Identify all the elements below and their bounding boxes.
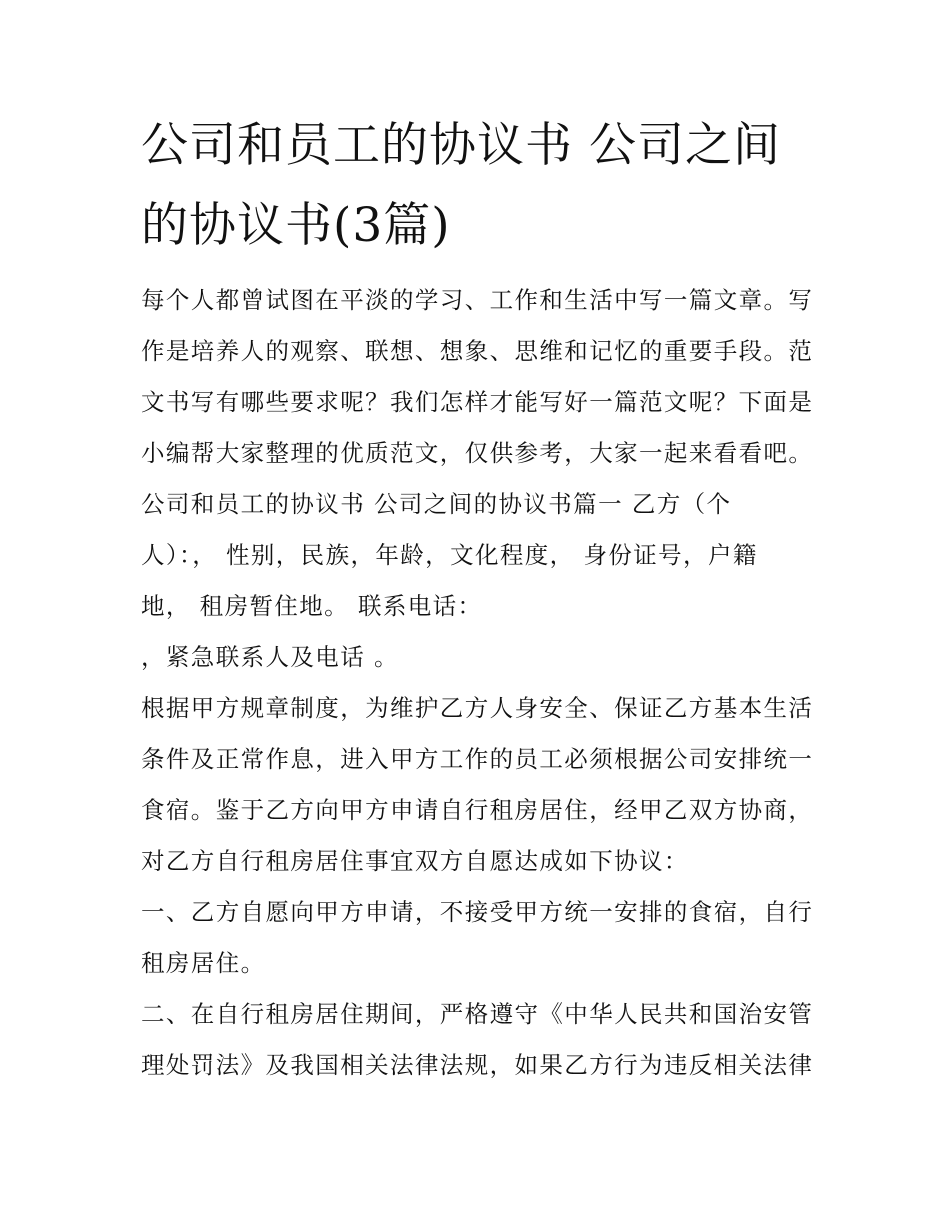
body-line-15: 二、在自行租房居住期间，严格遵守《中华人民共和国治安管 bbox=[141, 1000, 814, 1028]
body-line-12: 对乙方自行租房居住事宜双方自愿达成如下协议： bbox=[141, 847, 689, 875]
document-title-line-1: 公司和员工的协议书 公司之间 bbox=[141, 118, 781, 173]
body-line-16: 理处罚法》及我国相关法律法规，如果乙方行为违反相关法律 bbox=[141, 1051, 814, 1079]
body-line-7: 地， 租房暂住地。 联系电话： bbox=[141, 592, 483, 620]
body-line-6: 人）：， 性别，民族，年龄，文化程度， 身份证号，户籍 bbox=[141, 541, 758, 569]
body-line-4: 小编帮大家整理的优质范文，仅供参考，大家一起来看看吧。 bbox=[141, 439, 814, 467]
body-line-14: 租房居住。 bbox=[141, 949, 266, 977]
body-line-11: 食宿。鉴于乙方向甲方申请自行租房居住，经甲乙双方协商， bbox=[141, 796, 814, 824]
body-line-2: 作是培养人的观察、联想、想象、思维和记忆的重要手段。范 bbox=[141, 337, 814, 365]
body-line-9: 根据甲方规章制度，为维护乙方人身安全、保证乙方基本生活 bbox=[141, 694, 814, 722]
body-line-10: 条件及正常作息，进入甲方工作的员工必须根据公司安排统一 bbox=[141, 745, 814, 773]
body-line-13: 一、乙方自愿向甲方申请，不接受甲方统一安排的食宿，自行 bbox=[141, 898, 814, 926]
body-line-1: 每个人都曾试图在平淡的学习、工作和生活中写一篇文章。写 bbox=[141, 286, 814, 314]
body-line-8: ，紧急联系人及电话 。 bbox=[141, 643, 399, 671]
body-line-3: 文书写有哪些要求呢？我们怎样才能写好一篇范文呢？下面是 bbox=[141, 388, 814, 416]
document-title-line-2: 的协议书(3篇) bbox=[141, 198, 451, 253]
body-line-5: 公司和员工的协议书 公司之间的协议书篇一 乙方（个 bbox=[141, 490, 732, 518]
